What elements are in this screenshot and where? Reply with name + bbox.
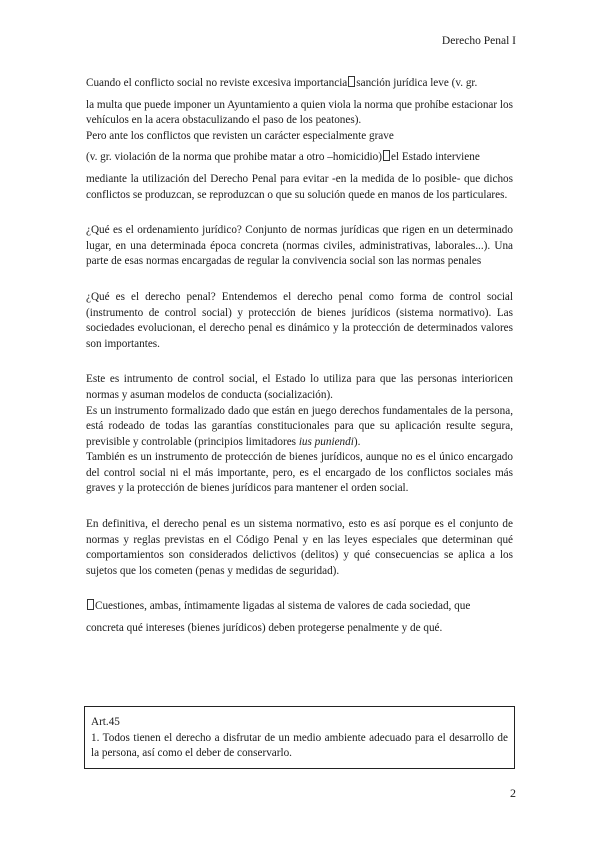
paragraph-instrumento-formalizado: Es un instrumento formalizado dado que están en juego derechos fundamentales de la persona, está rodeado de todas las garantías constitucionales para que su aplicación resulte segura, previsible y controlable (principios limitadores ius puniendi).	[86, 404, 513, 448]
missing-glyph-icon	[348, 76, 355, 87]
latin-term: ius puniendi	[298, 435, 354, 448]
paragraph-conflict-line-4: (v. gr. violación de la norma que prohibe matar a otro –homicidio) el Estado interviene	[86, 151, 480, 164]
article-title: Art.45	[91, 716, 120, 728]
article-text: 1. Todos tienen el derecho a disfrutar de un medio ambiente adecuado para el desarrollo de la persona, así como el deber de conservarlo.	[91, 731, 508, 760]
missing-glyph-icon	[87, 599, 94, 610]
paragraph-ordenamiento: ¿Qué es el ordenamiento jurídico? Conjunto de normas jurídicas que rigen en un determinado lugar, en una determinada época concreta (normas civiles, administrativas, laborales...). Una parte de esas normas encargadas de regular la convivencia social son las normas penales	[86, 224, 513, 268]
paragraph-conflict-line-5: mediante la utilización del Derecho Penal para evitar -en la medida de lo posible- que dichos conflictos se produzcan, se reproduzcan o que su solución quede en manos de los particulares.	[86, 172, 513, 201]
paragraph-control-social: Este es intrumento de control social, el Estado lo utiliza para que las personas interioricen normas y asuman modelos de conducta (socialización).	[86, 373, 513, 401]
paragraph-cuestiones-line-2: concreta qué intereses (bienes jurídicos) deben protegerse penalmente y de qué.	[86, 622, 443, 635]
paragraph-conflict-line-1: Cuando el conflicto social no reviste excesiva importancia sanción jurídica leve (v. gr.	[86, 77, 478, 89]
paragraph-conflict-line-2: la multa que puede imponer un Ayuntamiento a quien viola la norma que prohíbe estacionar los vehículos en la acera obstaculizando el paso de los peatones).	[86, 98, 513, 127]
paragraph-derecho-penal: ¿Qué es el derecho penal? Entendemos el derecho penal como forma de control social (instrumento de control social) y protección de bienes jurídicos (sistema normativo). Las sociedades evolucionan, el derecho penal es dinámico y la protección de determinados valores son importantes.	[86, 290, 513, 350]
page-number: 2	[510, 786, 516, 800]
paragraph-cuestiones-line-1: Cuestiones, ambas, íntimamente ligadas al sistema de valores de cada sociedad, que	[86, 599, 513, 615]
paragraph-bienes-juridicos: También es un instrumento de protección de bienes jurídicos, aunque no es el único encargado del control social ni el más importante, pero, es el encargado de los conflictos sociales más graves y la protección de bienes jurídicos para mantener el orden social.	[86, 451, 513, 495]
main-text	[86, 76, 513, 637]
running-header: Derecho Penal I	[441, 35, 516, 47]
missing-glyph-icon	[383, 150, 390, 161]
paragraph-sistema-normativo: En definitiva, el derecho penal es un sistema normativo, esto es así porque es el conjunto de normas y reglas previstas en el Código Penal y en las leyes especiales que determinan qué comportamientos son considerados delictivos (delitos) y qué consecuencias se aplica a los sujetos que los cometen (penas y medidas de seguridad).	[86, 518, 513, 577]
paragraph-conflict-line-3: Pero ante los conflictos que revisten un carácter especialmente grave	[86, 129, 394, 142]
article-box	[84, 706, 515, 769]
